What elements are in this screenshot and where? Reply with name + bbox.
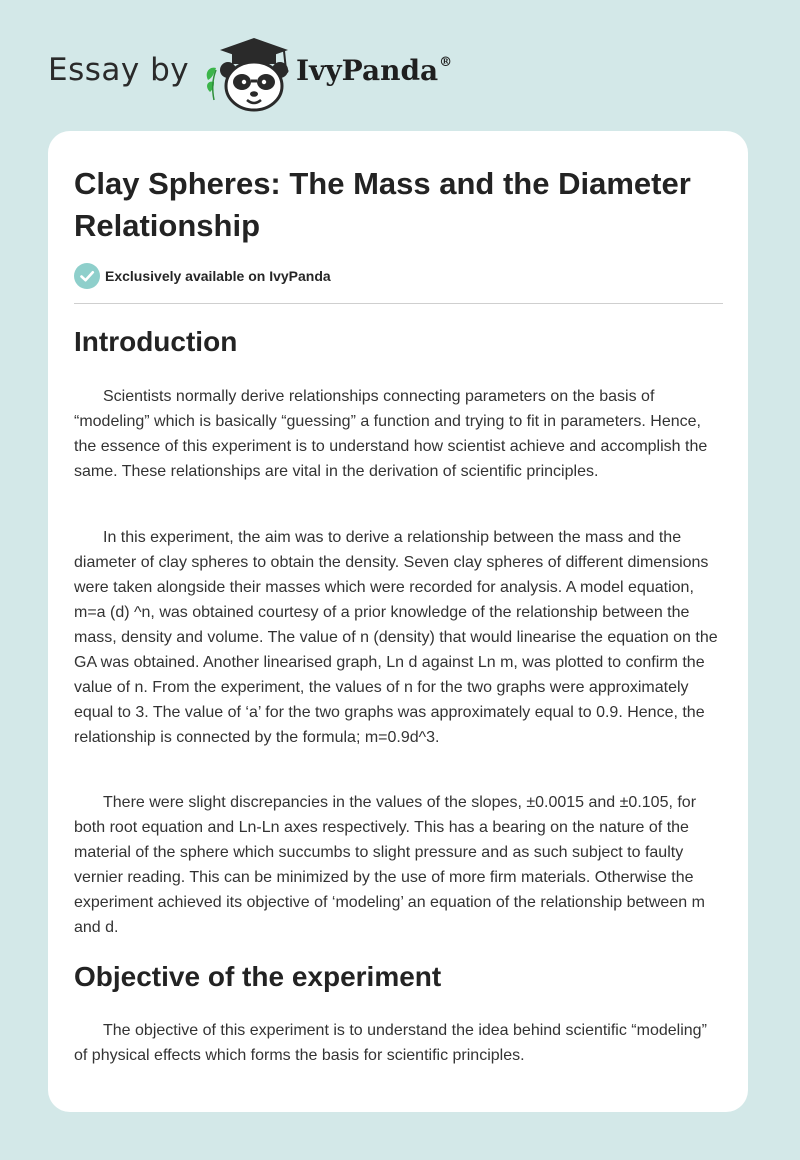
paragraph: In this experiment, the aim was to derive a relationship between the mass and the diameter of clay spheres to obtain the density. Seven clay spheres of different dimensions were taken alongside their masses which were recorded for analysis. A model equation, m=a (d) ^n, was obtained courtesy of a prior knowledge of the relationship between the mass, density and volume. The value of n (density) that would linearise the equation on the GA was obtained. Another linearised graph, Ln d against Ln m, was plotted to confirm the value of n. From the experiment, the values of n for the two graphs were approximately equal to 3. The value of ‘a’ for the two graphs was approximately equal to 0.9. Hence, the relationship is connected by the formula; m=0.9d^3.: [74, 529, 718, 746]
panda-logo-icon[interactable]: [202, 36, 292, 112]
article-card: [48, 131, 748, 1112]
paragraph: The objective of this experiment is to understand the idea behind scientific “modeling” of physical effects which forms the basis for scientific principles.: [74, 1022, 707, 1064]
section-heading-introduction: Introduction: [74, 326, 238, 357]
check-circle-icon: [74, 263, 100, 289]
brand-name[interactable]: [296, 54, 452, 87]
paragraph: There were slight discrepancies in the values of the slopes, ±0.0015 and ±0.105, for both root equation and Ln-Ln axes respectively. This has a bearing on the nature of the material of the sphere which succumbs to slight pressure and as such subject to faulty vernier reading. This can be minimized by the use of more firm materials. Otherwise the experiment achieved its objective of ‘modeling’ an equation of the relationship between m and d.: [74, 794, 705, 936]
article-title: Clay Spheres: The Mass and the Diameter Relationship: [74, 166, 691, 243]
registered-mark: ®: [439, 54, 453, 70]
badge-label: Exclusively available on IvyPanda: [105, 268, 331, 284]
brand-text[interactable]: IvyPanda: [296, 54, 439, 87]
site-header: [48, 32, 548, 112]
exclusive-badge: [74, 263, 474, 289]
section-heading-objective: Objective of the experiment: [74, 961, 442, 992]
essay-by-label: Essay by: [48, 52, 190, 88]
divider: [74, 303, 723, 304]
paragraph: Scientists normally derive relationships connecting parameters on the basis of “modeling” which is basically “guessing” a function and trying to fit in parameters. Hence, the essence of this experiment is to understand how scientist achieve and accomplish the same. These relationships are vital in the derivation of scientific principles.: [74, 388, 708, 480]
